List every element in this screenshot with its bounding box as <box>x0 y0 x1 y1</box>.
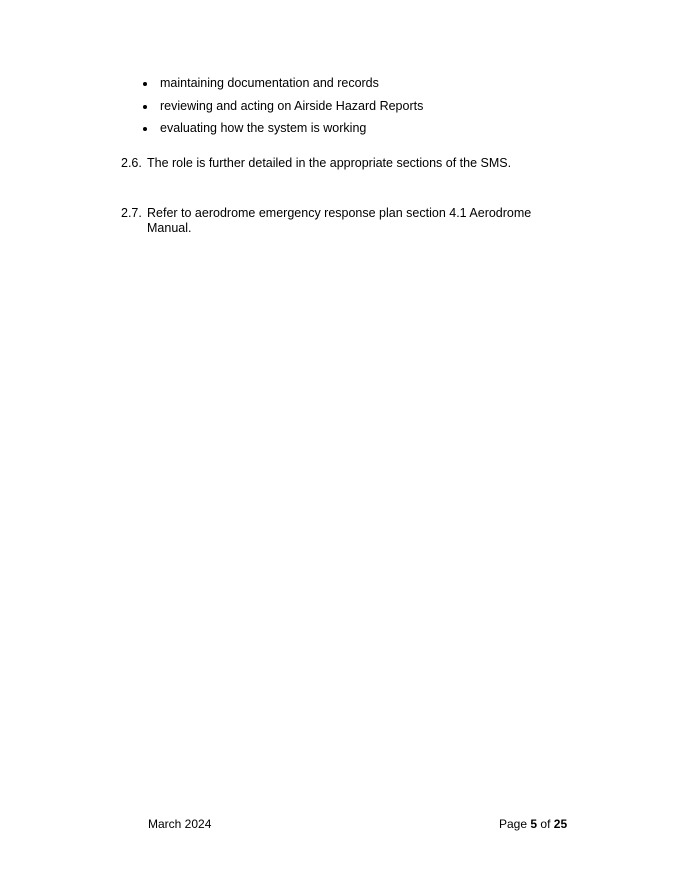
page-current: 5 <box>530 817 538 831</box>
bullet-list <box>140 76 620 144</box>
page-of: of <box>540 817 551 831</box>
bullet-icon <box>143 127 147 131</box>
bullet-text: reviewing and acting on Airside Hazard Reports <box>160 98 424 113</box>
page-total: 25 <box>553 817 568 831</box>
list-item <box>140 76 620 99</box>
paragraph-text: The role is further detailed in the appropriate sections of the SMS. <box>147 156 512 170</box>
list-item <box>140 99 620 122</box>
paragraph-text: Refer to aerodrome emergency response plan section 4.1 Aerodrome Manual. <box>147 206 532 235</box>
bullet-text: evaluating how the system is working <box>160 121 367 135</box>
paragraph-number: 2.7. <box>121 206 142 220</box>
page-prefix: Page <box>499 817 528 831</box>
bullet-icon <box>143 105 147 109</box>
list-item <box>140 121 620 144</box>
footer-page-number <box>499 817 567 832</box>
bullet-icon <box>143 82 147 86</box>
footer-date: March 2024 <box>148 817 212 831</box>
bullet-text: maintaining documentation and records <box>160 76 379 90</box>
paragraph-number: 2.6. <box>121 156 142 170</box>
